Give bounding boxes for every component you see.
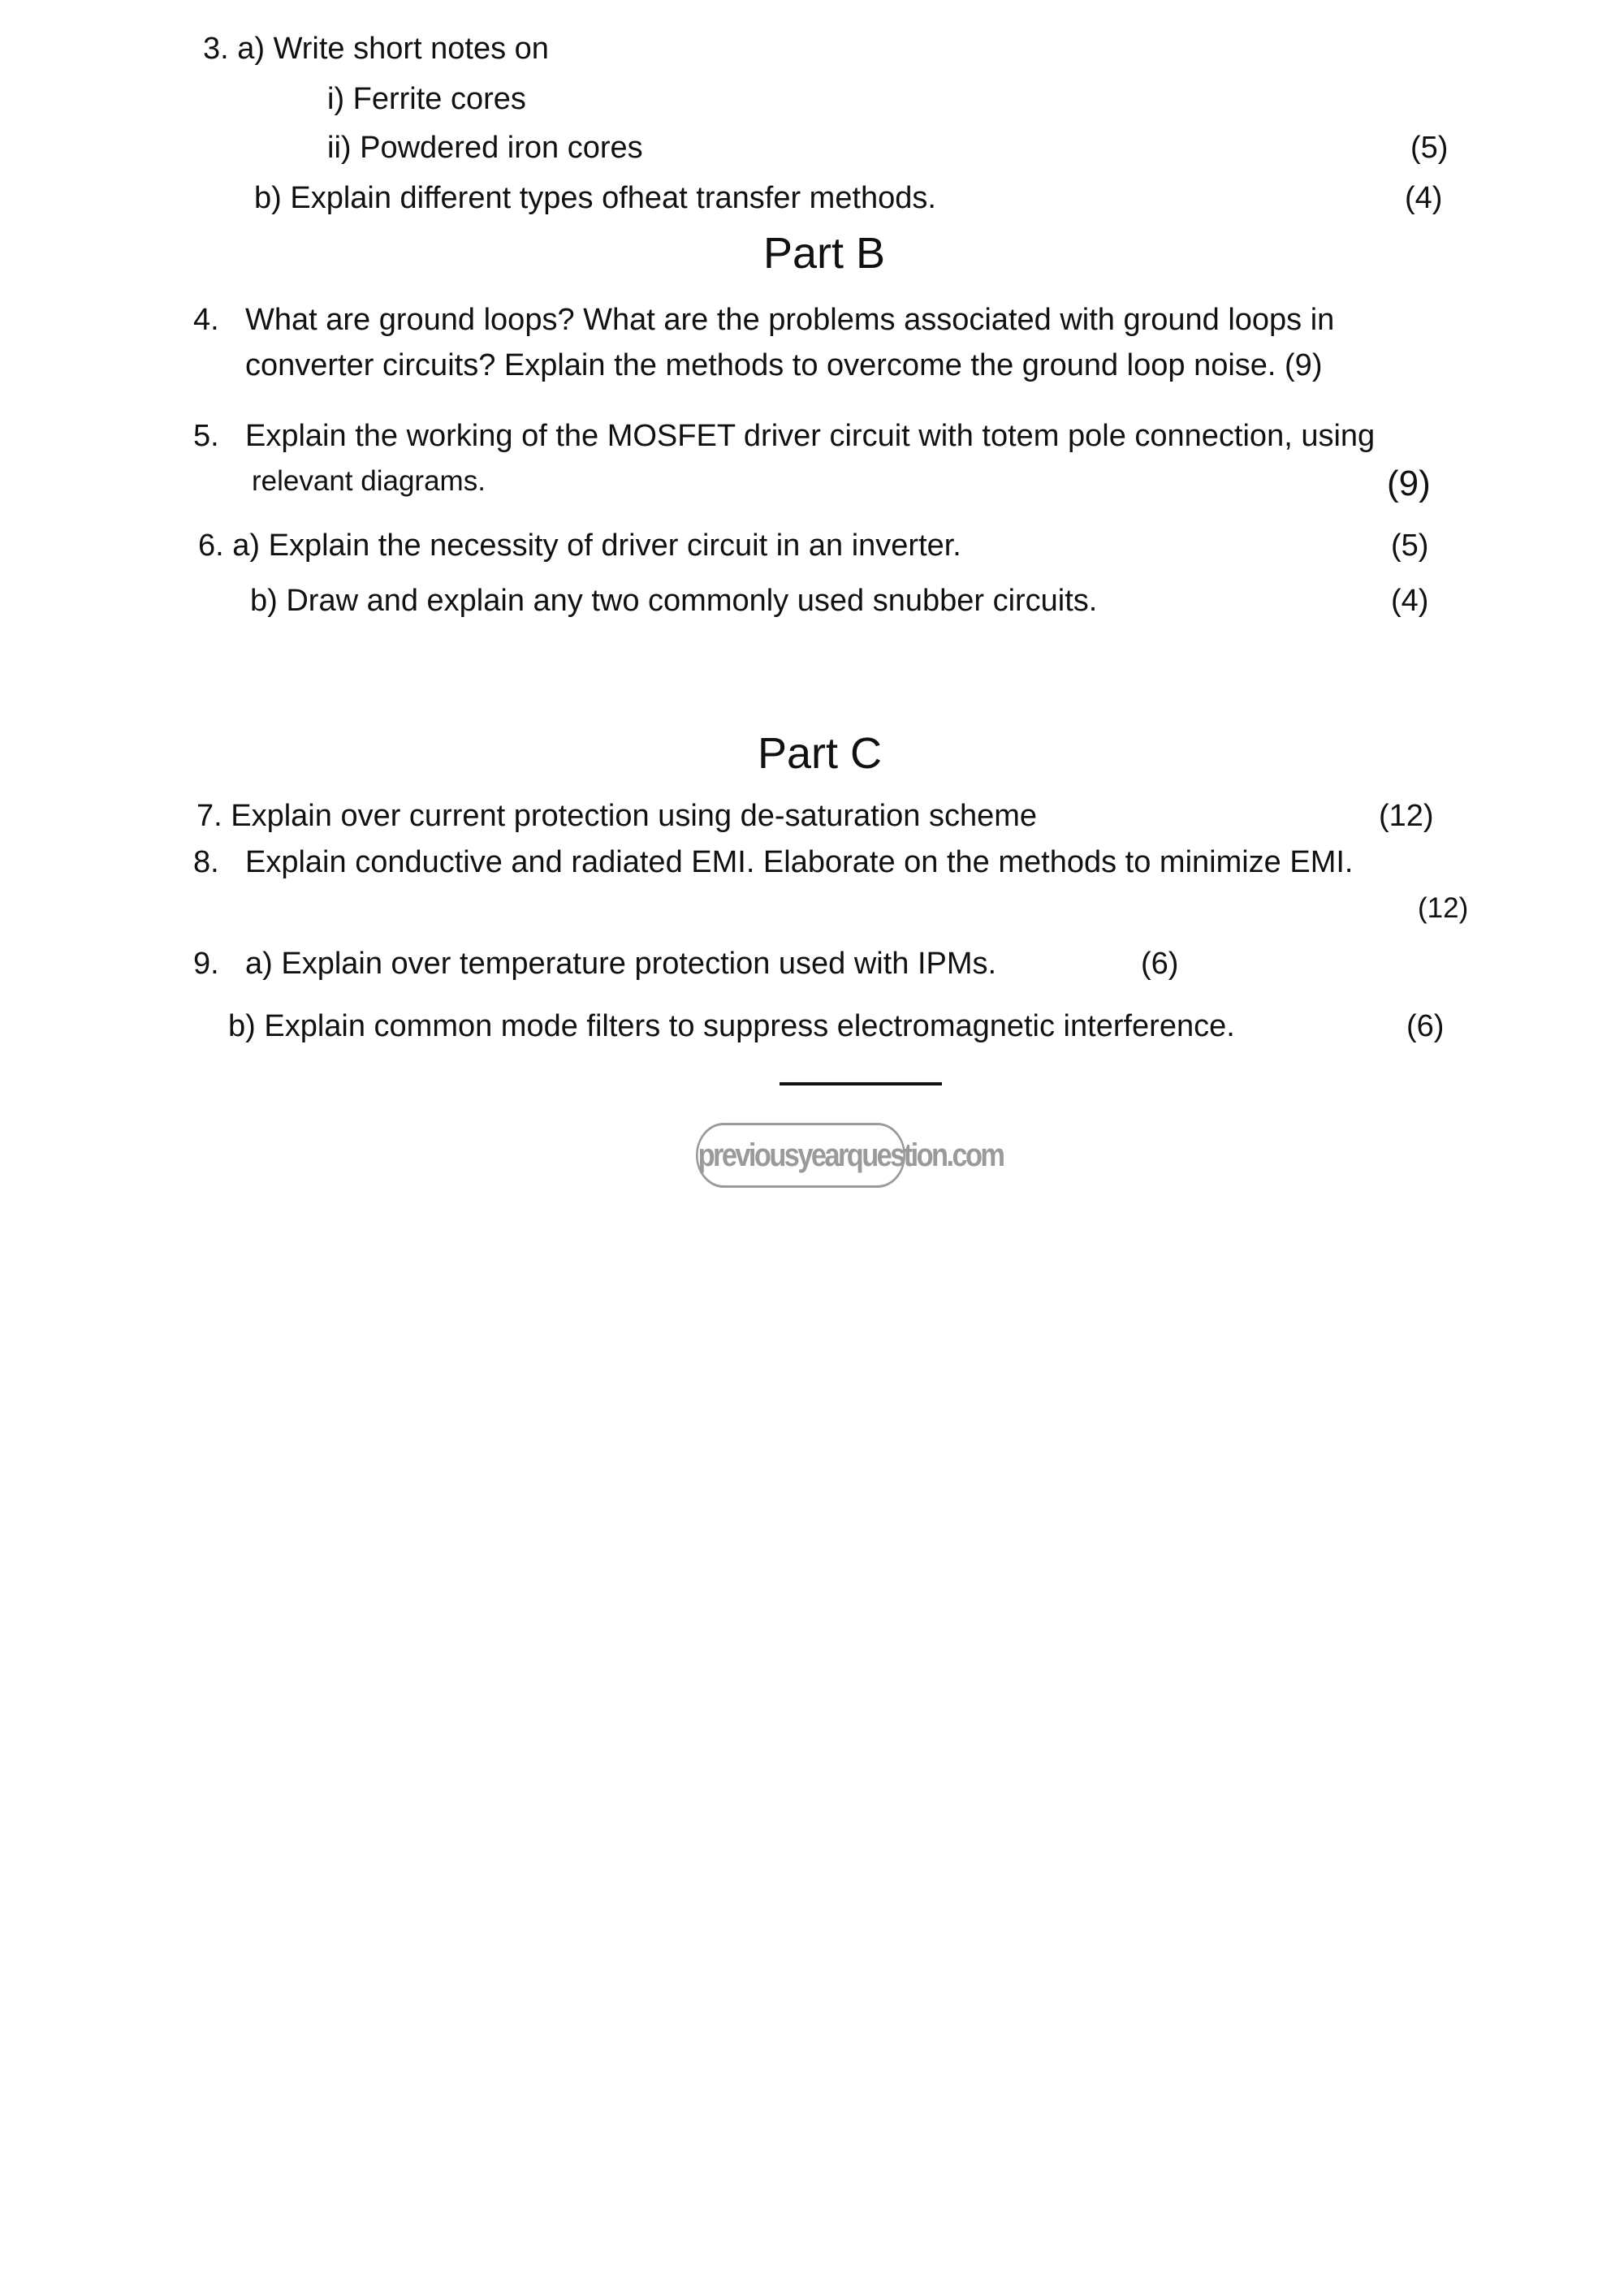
part-c-title: Part C: [758, 729, 883, 778]
end-rule: [780, 1082, 942, 1085]
q3-a-marks: (5): [1410, 131, 1449, 165]
q8-text: Explain conductive and radiated EMI. Elaborate on the methods to minimize EMI.: [245, 845, 1354, 879]
q9-b: b) Explain common mode filters to suppress electromagnetic interference.: [228, 1009, 1235, 1043]
q6-b: b) Draw and explain any two commonly used snubber circuits.: [250, 584, 1098, 618]
q8-number: 8.: [193, 845, 219, 879]
q4-number: 4.: [193, 303, 219, 337]
q7-text: 7. Explain over current protection using de-saturation scheme: [197, 799, 1037, 833]
q3-b-marks: (4): [1405, 181, 1443, 215]
q5-number: 5.: [193, 419, 219, 453]
q8-marks: (12): [1418, 892, 1469, 924]
q9-a: a) Explain over temperature protection used with IPMs.: [245, 947, 997, 981]
q9-b-marks: (6): [1406, 1009, 1445, 1043]
q6-b-marks: (4): [1391, 584, 1429, 618]
q3-a-ii: ii) Powdered iron cores: [327, 131, 643, 165]
q9-a-marks: (6): [1141, 947, 1179, 981]
q3-b: b) Explain different types ofheat transfer methods.: [254, 181, 936, 215]
q3-a-i: i) Ferrite cores: [327, 82, 526, 116]
q7-marks: (12): [1379, 799, 1434, 833]
watermark-logo: previousyearquestion.com: [696, 1123, 905, 1188]
q6-a-marks: (5): [1391, 529, 1429, 563]
q4-line2: converter circuits? Explain the methods to overcome the ground loop noise. (9): [245, 348, 1323, 382]
q5-marks: (9): [1387, 464, 1431, 503]
q5-line1: Explain the working of the MOSFET driver circuit with totem pole connection, using: [245, 419, 1376, 453]
q6-a: 6. a) Explain the necessity of driver circuit in an inverter.: [198, 529, 961, 563]
q4-line1: What are ground loops? What are the problems associated with ground loops in: [245, 303, 1335, 337]
part-b-title: Part B: [763, 229, 886, 278]
q5-line2: relevant diagrams.: [252, 465, 486, 497]
q3-a-intro: 3. a) Write short notes on: [203, 32, 549, 66]
q9-number: 9.: [193, 947, 219, 981]
